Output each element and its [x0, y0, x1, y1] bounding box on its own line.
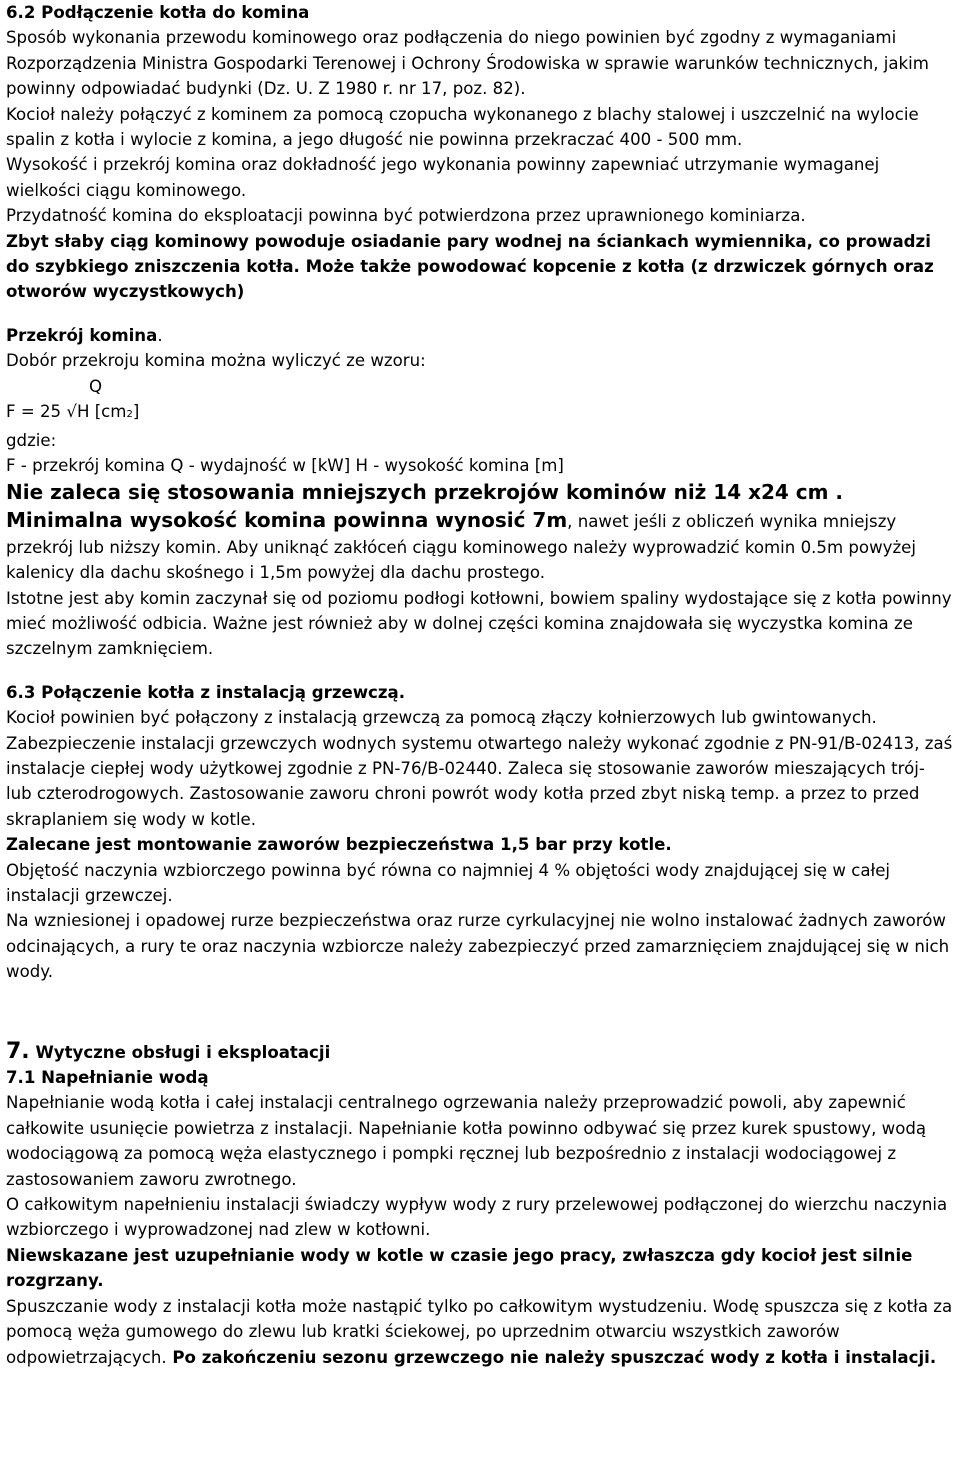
spacer [6, 305, 954, 323]
paragraph: Objętość naczynia wzbiorczego powinna być równa co najmniej 4 % objętości wody znajdującej się w całej instalacji grzewczej. [6, 860, 891, 905]
paragraph: Na wzniesionej i opadowej rurze bezpieczeństwa oraz rurze cyrkulacyjnej nie wolno instalować żadnych zaworów odcinających, a rury te oraz naczynia wzbiorcze należy zabezpieczyć przed zamarznięciem znajdującej się w nich wody. [6, 911, 950, 982]
min-height-bold: Minimalna wysokość komina powinna wynosić 7m [6, 508, 568, 533]
spacer [6, 985, 954, 1039]
paragraph-bold-ending: Po zakończeniu sezonu grzewczego nie należy spuszczać wody z kotła i instalacji. [166, 1347, 937, 1367]
formula-end: ] [132, 402, 140, 422]
bold-paragraph: Niewskazane jest uzupełnianie wody w kotle w czasie jego pracy, zwłaszcza gdy kocioł jest silnie rozgrzany. [6, 1245, 913, 1291]
section-7-heading [6, 1039, 954, 1065]
paragraph: Przydatność komina do eksploatacji powinna być potwierdzona przez uprawnionego kominiarza. [6, 206, 806, 226]
min-height-rest: , nawet jeśli z obliczeń wynika mniejszy przekrój lub niższy komin. Aby uniknąć zakłóceń ciągu kominowego należy wyprowadzić komin 0.5m powyżej kalenicy dla dachu skośnego i 1,5m powyżej dla dachu prostego. [6, 512, 916, 583]
section-7-title: Wytyczne obsługi i eksploatacji [29, 1042, 331, 1062]
formula-numerator: Q [89, 376, 103, 396]
formula-legend: F - przekrój komina Q - wydajność w [kW] H - wysokość komina [m] [6, 455, 564, 475]
gdzie-label: gdzie: [6, 430, 57, 450]
min-height-paragraph [6, 506, 954, 585]
formula-line [6, 399, 954, 427]
section-7-number: 7. [6, 1038, 30, 1064]
section-6-2-heading: 6.2 Podłączenie kotła do komina [6, 3, 310, 22]
formula-intro: Dobór przekroju komina można wyliczyć ze wzoru: [6, 351, 426, 371]
min-section-warning: Nie zaleca się stosowania mniejszych przekrojów kominów niż 14 x24 cm . [6, 480, 844, 505]
section-6-3-heading: 6.3 Połączenie kotła z instalacją grzewczą. [6, 682, 406, 702]
paragraph: O całkowitym napełnieniu instalacji świadczy wypływ wody z rury przelewowej podłączonej do wierzchu naczynia wzbiorczego i wyprowadzonej nad zlew w kotłowni. [6, 1195, 948, 1240]
paragraph: Zabezpieczenie instalacji grzewczych wodnych systemu otwartego należy wykonać zgodnie z PN-91/B-02413, zaś instalacje ciepłej wody użytkowej zgodnie z PN-76/B-02440. Zaleca się stosowanie zaworów mieszających trój- lub czterodrogowych. Zastosowanie zaworu chroni powrót wody kotła przed zbyt niską temp. a przez to przed skraplaniem się wody w kotle. [6, 733, 953, 829]
heading-dot: . [157, 325, 163, 345]
paragraph: Napełnianie wodą kotła i całej instalacji centralnego ogrzewania należy przeprowadzić powoli, aby zapewnić całkowite usunięcie powietrza z instalacji. Napełnianie kotła powinno odbywać się przez kurek spustowy, wodą wodociągową za pomocą węża elastycznego i pompki ręcznej lub bezpośrednio z instalacji wodociągowej z zastosowaniem zaworu zwrotnego. [6, 1093, 927, 1189]
paragraph [6, 1294, 954, 1370]
paragraph: Kocioł należy połączyć z kominem za pomocą czopucha wykonanego z blachy stalowej i uszczelnić na wylocie spalin z kotła i wylocie z komina, a jego długość nie powinna przekraczać 400 - 500 mm. [6, 104, 919, 150]
paragraph-text: Spuszczanie wody z instalacji kotła może nastąpić tylko po całkowitym wystudzeniu. Wodę spuszcza się z kotła za pomocą węża gumowego do zlewu lub kratki ściekowej, po uprzednim otwarciu wszystkich zaworów odpowietrzających. [6, 1296, 953, 1367]
paragraph: Kocioł powinien być połączony z instalacją grzewczą za pomocą złączy kołnierzowych lub gwintowanych. [6, 708, 877, 728]
bold-paragraph: Zalecane jest montowanie zaworów bezpieczeństwa 1,5 bar przy kotle. [6, 835, 672, 855]
przekroj-heading: Przekrój komina [6, 325, 158, 345]
spacer [6, 662, 954, 680]
bold-warning-paragraph: Zbyt słaby ciąg kominowy powoduje osiadanie pary wodnej na ściankach wymiennika, co prowadzi do szybkiego zniszczenia kotła. Może także powodować kopcenie z kotła (z drzwiczek górnych oraz otworów wyczystkowych) [6, 231, 934, 302]
przekroj-heading-line [6, 323, 954, 348]
section-7-1-heading: 7.1 Napełnianie wodą [6, 1068, 209, 1088]
formula-main: F = 25 √H [cm [6, 402, 127, 422]
paragraph: Istotne jest aby komin zaczynał się od poziomu podłogi kotłowni, bowiem spaliny wydostające się z kotła powinny mieć możliwość odbicia. Ważne jest również aby w dolnej części komina znajdowała się wyczystka komina ze szczelnym zamknięciem. [6, 588, 952, 659]
formula-subscript: 2 [126, 409, 133, 421]
paragraph: Wysokość i przekrój komina oraz dokładność jego wykonania powinny zapewniać utrzymanie wymaganej wielkości ciągu kominowego. [6, 155, 880, 200]
paragraph: Sposób wykonania przewodu kominowego oraz podłączenia do niego powinien być zgodny z wymaganiami Rozporządzenia Ministra Gospodarki Terenowej i Ochrony Środowiska w sprawie warunków technicznych, jakim powinny odpowiadać budynki (Dz. U. Z 1980 r. nr 17, poz. 82). [6, 28, 929, 99]
